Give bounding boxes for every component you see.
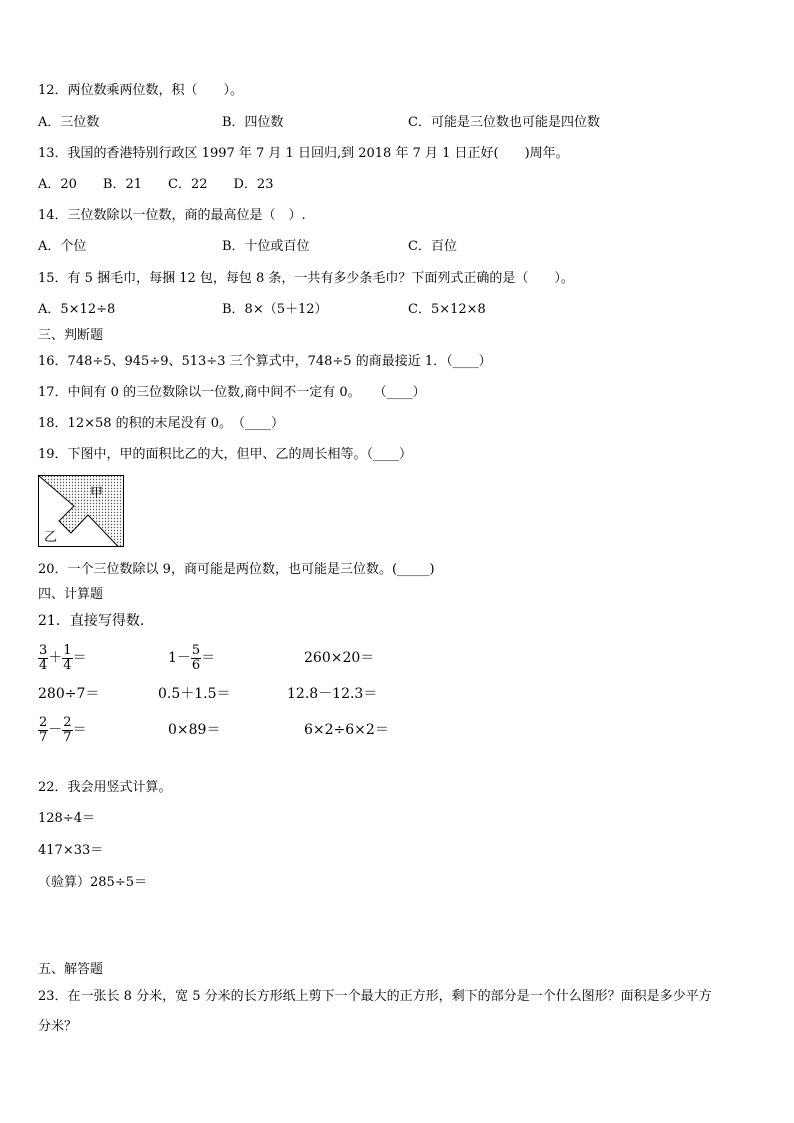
q19-stem: 19．下图中，甲的面积比乙的大，但甲、乙的周长相等。（____） bbox=[38, 447, 413, 462]
numerator: 3 bbox=[39, 642, 48, 658]
equals: ＝ bbox=[72, 722, 87, 738]
q19-figure bbox=[38, 475, 124, 547]
denominator: 4 bbox=[63, 657, 72, 673]
q21-item-2 bbox=[168, 643, 215, 673]
numerator: 1 bbox=[63, 642, 72, 658]
q21-item-6: 12.8－12.3＝ bbox=[287, 686, 378, 702]
q21-item-9: 6×2÷6×2＝ bbox=[304, 722, 389, 738]
q14-stem: 14．三位数除以一位数，商的最高位是（ ）. bbox=[38, 208, 306, 223]
numerator: 2 bbox=[63, 714, 72, 730]
q15-option-b: B．8×（5＋12） bbox=[222, 302, 328, 317]
q15-stem: 15．有 5 捆毛巾，每捆 12 包，每包 8 条，一共有多少条毛巾？下面列式正确的是（ ）。 bbox=[38, 271, 574, 286]
q21-item-8: 0×89＝ bbox=[168, 722, 221, 738]
denominator: 4 bbox=[39, 657, 48, 673]
label-yi: 乙 bbox=[44, 530, 58, 545]
fraction bbox=[62, 644, 72, 673]
q22-expression-3: （验算）285÷5＝ bbox=[38, 875, 147, 890]
denominator: 6 bbox=[191, 657, 201, 673]
q21-item-7 bbox=[38, 715, 87, 745]
q12-stem: 12．两位数乘两位数，积（ ）。 bbox=[38, 83, 244, 98]
numerator: 5 bbox=[191, 642, 201, 658]
q20-stem: 20．一个三位数除以 9，商可能是两位数，也可能是三位数。(_____) bbox=[38, 562, 435, 577]
equals: ＝ bbox=[201, 650, 216, 666]
operator: ＋ bbox=[48, 650, 63, 666]
q12-option-c: C．可能是三位数也可能是四位数 bbox=[408, 115, 600, 130]
q21-item-1 bbox=[38, 643, 87, 673]
q23-line-1: 23．在一张长 8 分米，宽 5 分米的长方形纸上剪下一个最大的正方形，剩下的部分是一个什么图形？面积是多少平方 bbox=[38, 989, 712, 1004]
q15-option-a: A．5×12÷8 bbox=[38, 302, 116, 317]
q14-option-c: C．百位 bbox=[408, 239, 457, 254]
q21-stem: 21．直接写得数. bbox=[38, 613, 145, 629]
q15-option-c: C．5×12×8 bbox=[408, 302, 486, 317]
q14-option-a: A．个位 bbox=[38, 239, 87, 254]
q21-item-3: 260×20＝ bbox=[304, 650, 375, 666]
fraction bbox=[191, 644, 201, 673]
q17-stem: 17．中间有 0 的三位数除以一位数,商中间不一定有 0。 （____） bbox=[38, 385, 426, 400]
q23-line-2: 分米？ bbox=[38, 1019, 78, 1034]
q13-stem: 13．我国的香港特别行政区 1997 年 7 月 1 日回归,到 2018 年 7 月 1 日正好( )周年。 bbox=[38, 146, 569, 161]
numerator: 2 bbox=[39, 714, 48, 730]
q12-option-a: A．三位数 bbox=[38, 115, 100, 130]
section-heading-calculation: 四、计算题 bbox=[38, 587, 104, 602]
operator: － bbox=[48, 722, 63, 738]
q12-option-b: B．四位数 bbox=[222, 115, 284, 130]
q22-stem: 22．我会用竖式计算。 bbox=[38, 780, 172, 795]
area-perimeter-diagram bbox=[38, 475, 124, 547]
fraction bbox=[62, 716, 72, 745]
q16-stem: 16．748÷5、945÷9、513÷3 三个算式中，748÷5 的商最接近 1．（____） bbox=[38, 354, 492, 369]
denominator: 7 bbox=[63, 729, 72, 745]
expression-part: 1－ bbox=[168, 650, 191, 666]
denominator: 7 bbox=[39, 729, 48, 745]
section-heading-word-problems: 五、解答题 bbox=[38, 962, 104, 977]
equals: ＝ bbox=[72, 650, 87, 666]
q21-item-4: 280÷7＝ bbox=[38, 686, 100, 702]
q18-stem: 18．12×58 的积的末尾没有 0。 （____） bbox=[38, 416, 285, 431]
section-heading-judgement: 三、判断题 bbox=[38, 328, 104, 343]
label-jia: 甲 bbox=[90, 486, 104, 501]
q21-item-5: 0.5＋1.5＝ bbox=[158, 686, 231, 702]
q22-expression-2: 417×33＝ bbox=[38, 843, 104, 858]
q14-option-b: B．十位或百位 bbox=[222, 239, 310, 254]
fraction bbox=[38, 716, 48, 745]
q22-expression-1: 128÷4＝ bbox=[38, 811, 95, 826]
q13-options: A．20 B．21 C．22 D．23 bbox=[38, 177, 274, 192]
fraction bbox=[38, 644, 48, 673]
